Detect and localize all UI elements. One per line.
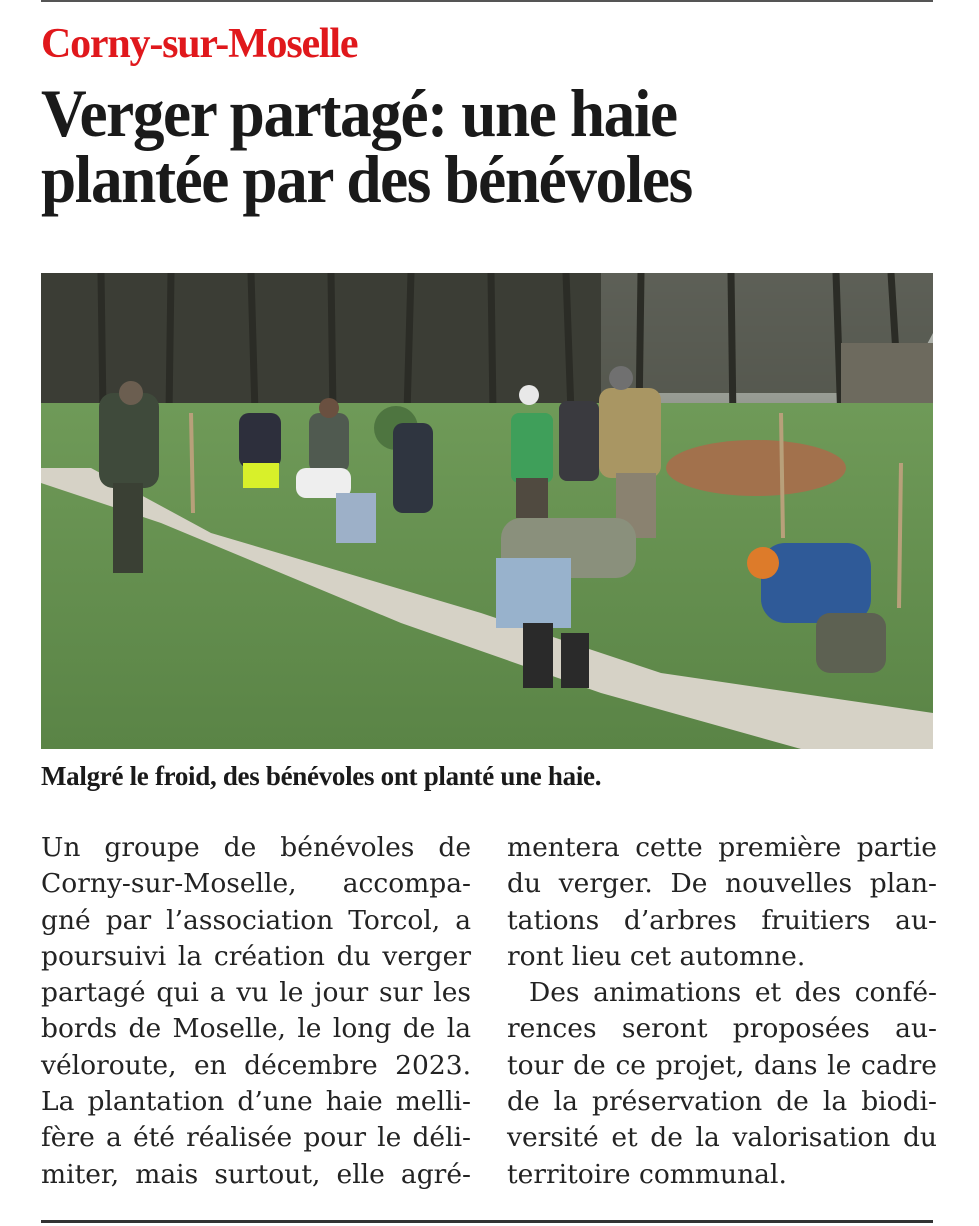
body-line: partagé qui a vu le jour sur les xyxy=(41,977,471,1009)
bottom-rule xyxy=(41,1220,933,1223)
headline-line-2: plantée par des bénévoles xyxy=(41,141,692,217)
body-line: La plantation d’une haie melli- xyxy=(41,1086,471,1118)
body-line: ront lieu cet automne. xyxy=(507,940,806,972)
body-line: versité et de la valorisation du xyxy=(507,1122,937,1154)
body-column-left xyxy=(41,830,471,1193)
body-line: de la préservation de la biodi- xyxy=(507,1086,937,1118)
body-line: véloroute, en décembre 2023. xyxy=(41,1049,471,1081)
body-line: du verger. De nouvelles plan- xyxy=(507,868,937,900)
body-column-right xyxy=(507,830,937,1193)
body-line: gné par l’association Torcol, a xyxy=(41,904,471,936)
body-line: tations d’arbres fruitiers au- xyxy=(507,904,937,936)
body-line: tour de ce projet, dans le cadre xyxy=(507,1049,937,1081)
kicker-locality: Corny-sur-Moselle xyxy=(41,21,358,67)
article-photo xyxy=(41,273,933,749)
body-line: mentera cette première partie xyxy=(507,832,937,863)
body-line: rences seront proposées au- xyxy=(507,1013,937,1045)
body-line: poursuivi la création du verger xyxy=(41,940,471,972)
headline-line-1: Verger partagé: une haie xyxy=(41,75,677,151)
headline xyxy=(41,75,878,217)
photo-caption: Malgré le froid, des bénévoles ont planté une haie. xyxy=(41,761,602,791)
top-rule xyxy=(41,0,933,2)
body-line: territoire communal. xyxy=(507,1158,787,1190)
body-line: Corny-sur-Moselle, accompa- xyxy=(41,868,471,900)
body-line: Un groupe de bénévoles de xyxy=(41,832,471,863)
body-line: bords de Moselle, le long de la xyxy=(41,1013,471,1045)
body-line-paragraph-start: Des animations et des confé- xyxy=(529,977,937,1009)
body-line: miter, mais surtout, elle agré- xyxy=(41,1158,471,1190)
body-line: fère a été réalisée pour le déli- xyxy=(41,1122,471,1154)
photo-illustration xyxy=(41,273,933,749)
